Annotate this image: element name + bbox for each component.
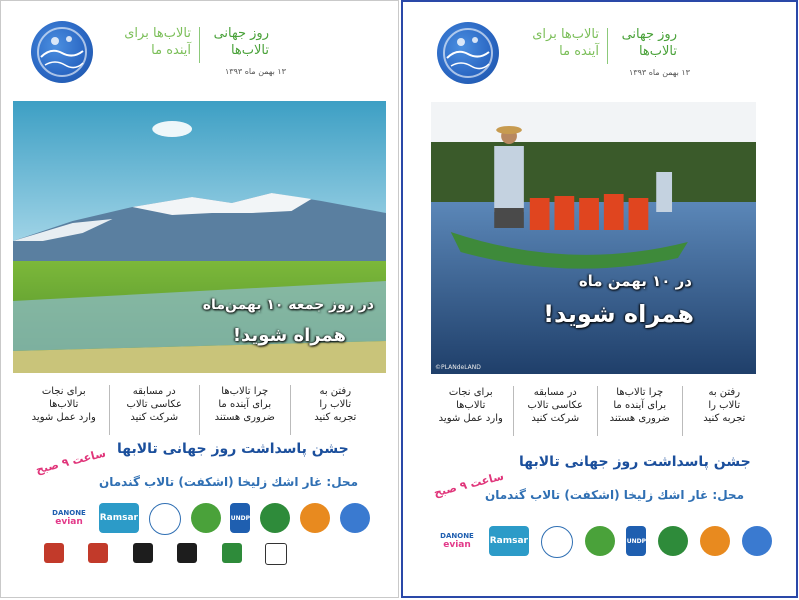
- ministry-emblem-icon: [79, 543, 117, 593]
- event-venue: محل: غار اشك زليخا (اشكفت) تالاب گندمان: [99, 475, 359, 489]
- ramsar-logo: Ramsar: [489, 526, 529, 556]
- celebration-title: جشن پاسداشت روز جهانی تالابها: [117, 441, 349, 457]
- environment-org-icon: [191, 503, 221, 533]
- danone-evian-logo: DANONE evian: [437, 526, 477, 556]
- slogan: [529, 26, 599, 60]
- activity-column: رفتن به تالاب را تجربه کنید: [290, 385, 381, 435]
- ministry-emblem-icon: [35, 543, 73, 593]
- photo-caption-line2: همراه شوید!: [232, 325, 346, 346]
- event-time: ساعت ۹ صبح: [34, 446, 108, 477]
- photo-caption-line1: در روز جمعه ۱۰ بهمن‌ماه: [202, 297, 374, 313]
- environment-org-icon: [585, 526, 615, 556]
- slogan-line2: آینده ما: [151, 43, 191, 58]
- ministry-emblem-icon: [257, 543, 295, 593]
- activity-column: برای نجات تالاب‌ها وارد عمل شوید: [438, 387, 503, 424]
- ministry-emblem-icon: [213, 543, 251, 593]
- green-emblem-icon: [260, 503, 290, 533]
- ministry-emblem-icon: [168, 543, 206, 593]
- bird-emblem-icon: [700, 526, 730, 556]
- undp-logo: UNDP: [230, 503, 250, 533]
- water-drop-icon: [149, 503, 181, 535]
- danone-evian-logo: DANONE evian: [49, 503, 89, 533]
- header-divider: [607, 28, 608, 64]
- activity-columns: [429, 386, 766, 436]
- activity-column: برای نجات تالاب‌ها وارد عمل شوید: [31, 386, 96, 423]
- celebration-title: جشن پاسداشت روز جهانی تالابها: [519, 454, 751, 470]
- slogan-line2: آینده ما: [559, 44, 599, 59]
- water-drop-icon: [541, 526, 573, 558]
- activity-column: در مسابقه عکاسی تالاب شرکت کنید: [513, 386, 598, 436]
- poster-header: [1, 19, 398, 89]
- day-title-line1: روز جهانی: [621, 27, 677, 42]
- poster-header: [403, 20, 796, 90]
- poster-left: [0, 0, 399, 598]
- sponsor-logos: [437, 526, 772, 572]
- ministry-emblem-icon: [346, 543, 384, 593]
- globe-emblem-icon: [742, 526, 772, 556]
- activity-column: رفتن به تالاب را تجربه کنید: [682, 386, 767, 436]
- header-date: ۱۳ بهمن ماه ۱۳۹۳: [225, 67, 286, 76]
- undp-logo: UNDP: [626, 526, 646, 556]
- header-divider: [199, 27, 200, 63]
- day-title-line1: روز جهانی: [213, 26, 269, 41]
- slogan: [121, 25, 191, 59]
- activity-column: در مسابقه عکاسی تالاب شرکت کنید: [109, 385, 200, 435]
- globe-emblem-icon: [340, 503, 370, 533]
- day-title: [615, 26, 677, 60]
- ramsar-logo: Ramsar: [99, 503, 139, 533]
- photo-caption-line1: در ۱۰ بهمن ماه: [578, 272, 692, 290]
- day-title-line2: تالاب‌ها: [638, 44, 677, 59]
- activity-column: چرا تالاب‌ها برای آینده ما ضروری هستند: [597, 386, 682, 436]
- bird-emblem-icon: [300, 503, 330, 533]
- world-wetlands-day-logo-icon: [437, 22, 499, 84]
- world-wetlands-day-logo-icon: [31, 21, 93, 83]
- photo-credit: ©PLANdeLAND: [435, 364, 481, 371]
- event-time: ساعت ۹ صبح: [432, 469, 506, 500]
- header-date: ۱۳ بهمن ماه ۱۳۹۳: [629, 68, 690, 77]
- activity-column: چرا تالاب‌ها برای آینده ما ضروری هستند: [199, 385, 290, 435]
- day-title-line2: تالاب‌ها: [230, 43, 269, 58]
- slogan-line1: تالاب‌ها برای: [532, 27, 599, 42]
- activity-columns: [19, 385, 380, 435]
- mountain-lake-photo: [13, 101, 386, 373]
- slogan-line1: تالاب‌ها برای: [124, 26, 191, 41]
- ministry-logos: [35, 543, 384, 593]
- event-venue: محل: غار اشك زليخا (اشكفت) تالاب گندمان: [485, 488, 745, 502]
- green-emblem-icon: [658, 526, 688, 556]
- boat-on-lake-photo: [431, 102, 756, 374]
- day-title: [207, 25, 269, 59]
- sponsor-logos: [49, 503, 370, 543]
- photo-caption-line2: همراه شوید!: [543, 300, 694, 328]
- ministry-emblem-icon: [124, 543, 162, 593]
- ministry-emblem-icon: [302, 543, 340, 593]
- poster-right: [401, 0, 798, 598]
